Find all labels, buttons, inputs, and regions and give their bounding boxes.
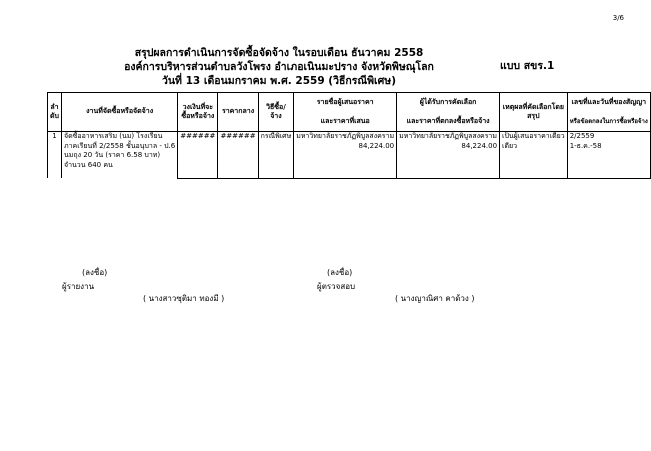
- reason-text: เป็นผู้เสนอราคาเดียว: [502, 132, 565, 140]
- header-selected-label: ผู้ได้รับการคัดเลือก: [419, 97, 477, 106]
- page-number: 3/6: [612, 14, 624, 22]
- inspector-name: ( นางญาณิศา คาด้วง ): [395, 294, 475, 303]
- row-bidders: [294, 132, 397, 179]
- work-line: จัดซื้ออาหารเสริม (นม) โรงเรียน: [63, 132, 163, 140]
- selected-price: 84,224.00: [461, 141, 498, 150]
- reporter-name: ( นางสาวซุติมา ทองมี ): [143, 294, 225, 303]
- header-median-price: ราคากลาง: [218, 93, 258, 132]
- row-no: 1: [48, 132, 62, 179]
- header-selected-sub: และราคาที่ตกลงซื้อหรือจ้าง: [406, 117, 490, 125]
- header-bidders-sub: และราคาที่เสนอ: [320, 117, 370, 125]
- row-median-price: ######: [218, 132, 258, 179]
- header-contract-sub: หรือข้อตกลงในการซื้อหรือจ้าง: [569, 118, 648, 125]
- row-method: กรณีพิเศษ: [258, 132, 294, 179]
- procurement-table: [47, 92, 651, 179]
- form-code: แบบ สขร.1: [500, 60, 555, 72]
- header-bidders-label: รายชื่อผู้เสนอราคา: [316, 97, 374, 106]
- header-budget: วงเงินที่จะซื้อหรือจ้าง: [178, 93, 218, 132]
- row-work: [61, 132, 177, 179]
- row-reason: [500, 132, 568, 179]
- inspector-sign-label: (ลงชื่อ): [327, 268, 353, 277]
- header-selected: [397, 93, 500, 132]
- header-contract-label: เลขที่และวันที่ของสัญญา: [571, 97, 647, 106]
- selected-name: มหาวิทยาลัยราชภัฏพิบูลสงคราม: [399, 132, 498, 140]
- header-method: วิธีซื้อ/จ้าง: [258, 93, 294, 132]
- header-no: ลำ ดับ: [48, 93, 62, 132]
- reason-text-line2: เดียว: [502, 141, 518, 150]
- table-row: [48, 132, 651, 179]
- report-date: วันที่ 13 เดือนมกราคม พ.ศ. 2559 (วิธีกรณีพิเศษ): [161, 75, 397, 87]
- header-bidders: [294, 93, 397, 132]
- header-contract: [567, 93, 650, 132]
- table-header-row: [48, 93, 651, 132]
- bid-price: 84,224.00: [358, 141, 395, 150]
- reporter-sign-label: (ลงชื่อ): [82, 268, 108, 277]
- inspector-role: ผู้ตรวจสอบ: [317, 282, 356, 291]
- report-title: สรุปผลการดำเนินการจัดซื้อจัดจ้าง ในรอบเดือน ธันวาคม 2558: [134, 47, 424, 59]
- row-contract: [567, 132, 650, 179]
- contract-date: 1-ธ.ค.-58: [569, 141, 602, 150]
- row-budget: ######: [178, 132, 218, 179]
- contract-number: 2/2559: [569, 132, 595, 140]
- reporter-role: ผู้รายงาน: [62, 282, 95, 291]
- row-selected: [397, 132, 500, 179]
- work-line: นมถุง 20 วัน (ราคา 6.58 บาท): [63, 151, 161, 159]
- organization-line: องค์การบริหารส่วนตำบลวังโพรง อำเภอเนินมะปราง จังหวัดพิษณุโลก: [124, 61, 434, 73]
- bidder-name: มหาวิทยาลัยราชภัฏพิบูลสงคราม: [296, 132, 395, 140]
- work-line: ภาคเรียนที่ 2/2558 ชั้นอนุบาล - ป.6: [63, 141, 176, 150]
- work-line: จำนวน 640 คน: [63, 160, 113, 169]
- header-work: งานที่จัดซื้อหรือจัดจ้าง: [61, 93, 177, 132]
- header-reason: เหตุผลที่คัดเลือกโดยสรุป: [500, 93, 568, 132]
